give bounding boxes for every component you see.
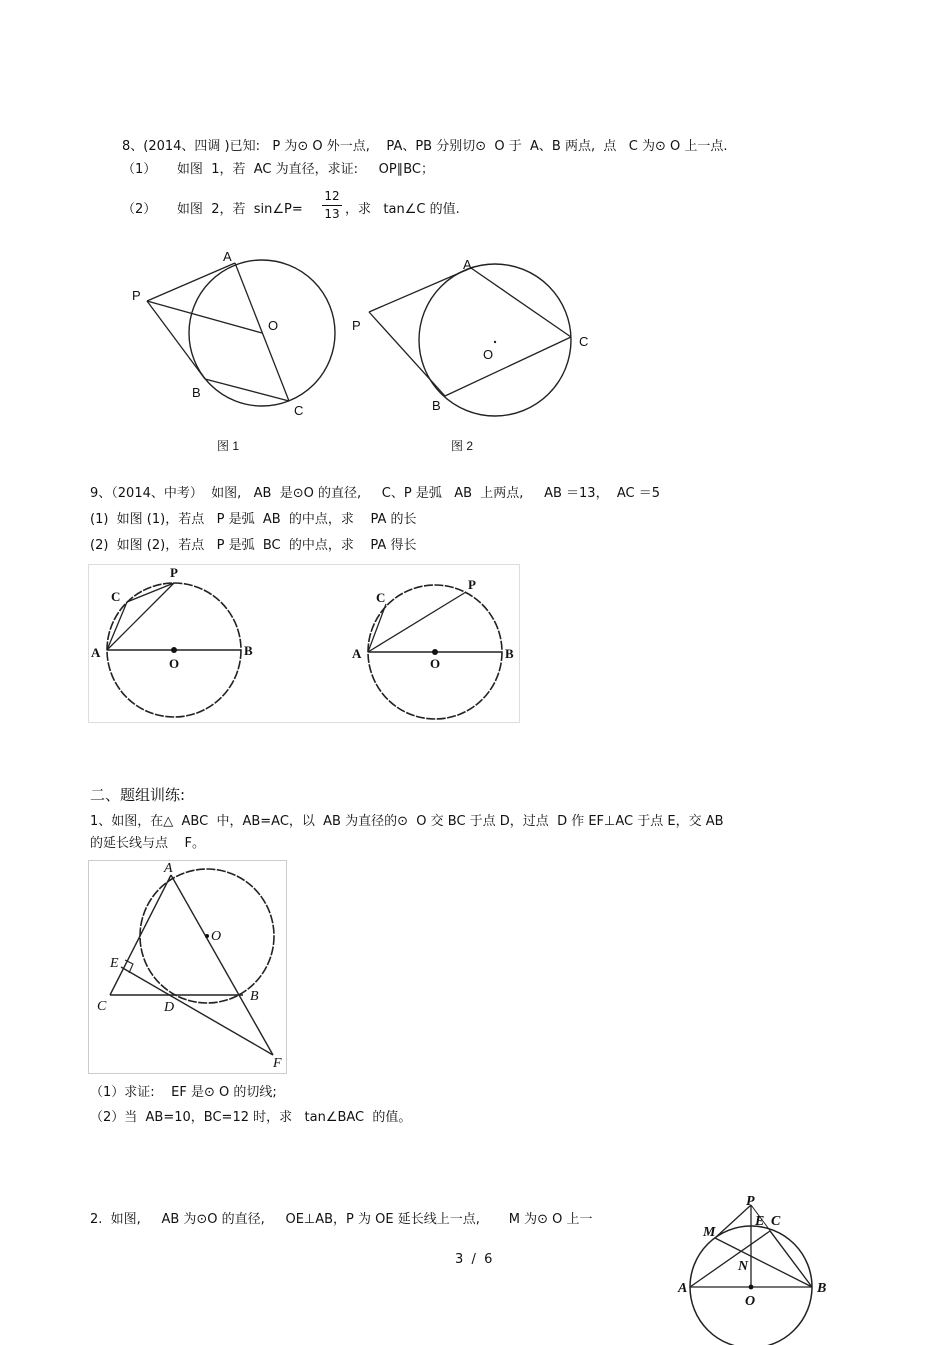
caption-figure-1: 图 1: [217, 439, 240, 453]
s2-q1-stem-line1: 1、如图，在△ ABC 中，AB=AC，以 AB 为直径的⊙ O 交 BC 于点 D，过点 D 作 EF⊥AC 于点 E，交 AB: [90, 814, 724, 829]
label-C: C: [579, 334, 589, 349]
q8-fraction: [322, 190, 342, 221]
label-N: N: [738, 1259, 749, 1274]
label-A: A: [164, 861, 173, 876]
s2-q1-part2: （2）当 AB=10，BC=12 时，求 tan∠BAC 的值。: [90, 1110, 412, 1125]
q8-part2-suffix: ，求 tan∠C 的值.: [345, 202, 460, 217]
label-A: A: [463, 257, 472, 272]
label-B: B: [432, 398, 441, 413]
label-O: O: [169, 656, 180, 671]
label-B: B: [192, 385, 201, 400]
label-A: A: [352, 646, 362, 661]
s2-q1-figure: [88, 860, 288, 1075]
q8-figure-1: [125, 245, 350, 460]
label-C: C: [376, 590, 386, 605]
q9-part2: (2) 如图 (2)，若点 P 是弧 BC 的中点，求 PA 得长: [90, 538, 417, 553]
q9-stem: 9、（2014、中考） 如图, AB 是⊙O 的直径, C、P 是弧 AB 上两点, AB ＝13， AC ＝5: [90, 486, 660, 501]
s2-q2-figure: [675, 1195, 835, 1345]
q9-part1: (1) 如图 (1)，若点 P 是弧 AB 的中点，求 PA 的长: [90, 512, 417, 527]
page-number: 3 / 6: [455, 1252, 493, 1267]
label-A: A: [678, 1281, 688, 1296]
label-P: P: [468, 577, 476, 592]
label-B: B: [250, 989, 259, 1004]
label-C: C: [97, 999, 107, 1014]
label-O: O: [268, 318, 279, 333]
label-P: P: [746, 1194, 755, 1209]
label-P: P: [132, 288, 141, 303]
caption-figure-2: 图 2: [451, 439, 474, 453]
s2-q2-stem: 2. 如图, AB 为⊙O 的直径, OE⊥AB，P 为 OE 延长线上一点, M 为⊙ O 上一: [90, 1212, 593, 1227]
label-E: E: [110, 956, 119, 971]
q8-figure-2: [345, 255, 605, 465]
fraction-denominator: 13: [324, 207, 340, 221]
q8-stem: 8、(2014、四调 )已知: P 为⊙ O 外一点, PA、PB 分别切⊙ O 于 A、B 两点, 点 C 为⊙ O 上一点.: [122, 139, 728, 154]
label-D: D: [164, 1000, 175, 1015]
q8-part1: （1） 如图 1，若 AC 为直径，求证: OP∥BC；: [122, 162, 434, 177]
label-B: B: [817, 1281, 827, 1296]
label-O: O: [430, 656, 441, 671]
label-E: E: [755, 1214, 765, 1229]
label-A: A: [91, 645, 101, 660]
label-P: P: [170, 565, 178, 580]
s2-q1-part1: （1）求证: EF 是⊙ O 的切线;: [90, 1085, 277, 1100]
s2-q1-stem-line2: 的延长线与点 F。: [90, 836, 206, 851]
label-A: A: [223, 249, 232, 264]
section-heading: 二、题组训练:: [90, 786, 186, 804]
label-B: B: [505, 646, 514, 661]
fraction-numerator: 12: [324, 189, 340, 203]
label-O: O: [483, 347, 494, 362]
label-M: M: [703, 1225, 716, 1240]
fraction-bar: [322, 205, 342, 206]
label-O: O: [211, 929, 222, 944]
label-P: P: [352, 318, 361, 333]
label-F: F: [273, 1056, 282, 1071]
label-O: O: [745, 1294, 756, 1309]
label-B: B: [244, 643, 253, 658]
label-C: C: [294, 403, 304, 418]
q8-part2-prefix: （2） 如图 2，若 sin∠P=: [122, 202, 303, 217]
label-C: C: [111, 589, 121, 604]
q9-figures: [88, 564, 520, 724]
label-C: C: [771, 1214, 781, 1229]
